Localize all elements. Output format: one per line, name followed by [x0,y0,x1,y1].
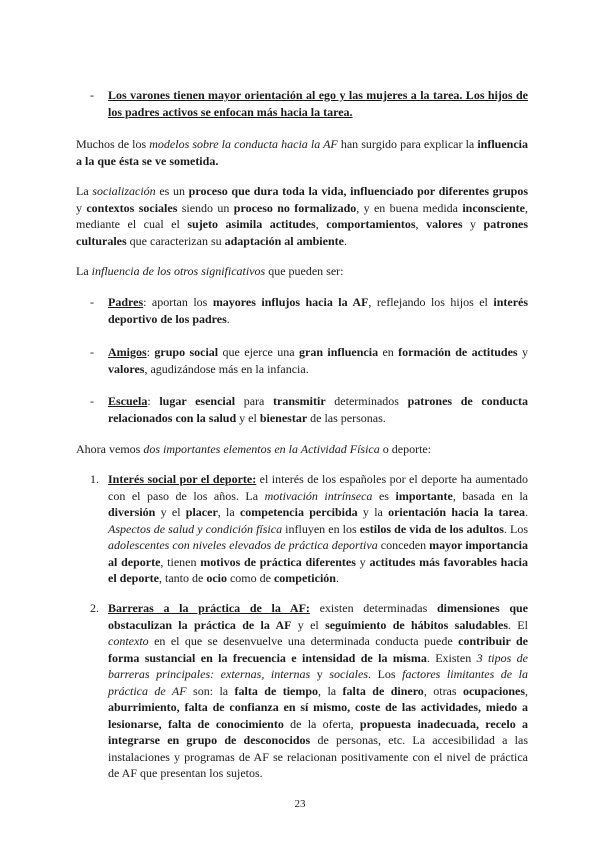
page-number: 23 [294,798,306,810]
bullet-dash: - [90,394,94,408]
text-span: como de [226,571,274,585]
text-span: , agudizándose más en la infancia. [144,361,309,376]
text-span: influyen en los [282,521,360,536]
text-span: de personas, etc. La accesibilidad a las instalaciones y programas de AF se relacionan positivamente con el nivel de práctica de AF que presentan los sujetos. [108,733,529,780]
text-span: formación de actitudes [398,345,518,359]
item-barriers [108,600,528,782]
text-span: en [378,345,399,359]
text-span: Amigos [108,345,147,359]
text-span: y [517,345,528,359]
bullet-dash: - [90,88,94,102]
text-span: patrones culturales [76,217,528,248]
text-span: patrones de conducta relacionados con la salud [108,394,529,425]
item-social-interest [108,471,528,587]
text-span: Aspectos de salud y condición física [108,521,283,536]
text-span: Padres [108,295,144,309]
text-span: Muchos de los [76,137,150,151]
text-span: , otras [423,683,463,698]
text-span: , mediante el cual el [76,200,529,231]
text-span: motivos de práctica diferentes [200,554,356,569]
text-span: en el que se desenvuelve una determinada conducta puede [148,634,459,648]
text-span: que pueden ser: [265,264,344,278]
paragraph-significant-others [76,263,528,280]
text-span: proceso no formalizado [233,200,357,215]
text-span: 3 tipos de barreras principales: externas, internas [108,650,528,681]
text-span: gran influencia [299,345,379,359]
text-span: sociales [329,667,369,681]
text-span: y [462,217,484,231]
text-span: valores [108,361,145,376]
text-span: de las personas. [307,410,386,425]
text-span: que ejerce una [218,345,299,359]
text-span: transmitir [273,394,326,408]
text-span: diversión [108,505,156,519]
paragraph-socialization [76,183,528,249]
text-span: importante [395,488,453,503]
text-span: . Los [503,521,528,536]
text-span: proceso que dura toda la vida, influenciado por diferentes grupos [188,184,529,198]
text-span: Barreras a la práctica de la AF: [108,601,310,615]
text-span: Ahora vemos [76,442,144,456]
paragraph-models [76,136,528,169]
text-span: Escuela [108,394,148,408]
text-span: y la [357,505,389,519]
text-span: para [235,394,274,408]
bullet-parents [108,294,528,327]
text-span: son: la [186,683,235,698]
text-span: , tienen [160,554,201,569]
text-span: , reflejando los hijos el [368,295,494,309]
text-span: socialización [92,184,156,198]
text-span: , la [217,505,240,519]
text-span: dos importantes elementos en la Actividad Física [143,442,380,456]
text-span: : [147,394,160,408]
text-span: adolescentes con niveles elevados de práctica deportiva [108,538,378,552]
text-span: mayores influjos hacia la AF [212,295,369,309]
text-span: seguimiento de hábitos saludables [325,617,508,632]
text-span: comportamientos [326,217,416,231]
text-span: y el [236,410,260,425]
text-span: que caracterizan su [126,233,225,248]
text-span: lugar esencial [159,394,236,408]
text-span: contextos sociales [86,200,178,215]
text-span: . [343,233,347,248]
bullet-school [108,393,528,426]
text-span: falta de tiempo [234,683,319,698]
text-span: interés deportivo de los padres [108,295,529,326]
text-span: falta de dinero [342,683,424,698]
text-span: , [525,683,528,698]
text-span: siendo un [177,200,234,215]
text-span: , tanto de [158,571,207,585]
text-span: . Los [368,667,403,681]
text-span: factores limitantes de la práctica de AF [108,667,529,698]
bullet-dash: - [90,345,94,359]
text-span: . [226,311,230,326]
text-span: orientación hacia la tarea [388,505,525,519]
text-span: competición [273,571,336,585]
text-span: sujeto asimila actitudes [187,217,316,231]
text-span: , basada en la [452,488,529,503]
text-span: o deporte: [379,442,432,456]
text-span: Interés social por el deporte: [108,472,257,486]
text-span: determinados [325,394,408,408]
text-span: grupo social [154,345,219,359]
text-span: . El [508,617,528,632]
list-number: 1. [90,472,99,486]
text-span: , la [318,683,343,698]
bullet-dash: - [90,295,94,309]
text-span: adaptación al ambiente [224,233,344,248]
text-span: Los varones tienen mayor orientación al ego y las mujeres a la tarea. Los hijos de los padres activos se enfocan más hacia la tarea. [108,88,528,119]
bullet-friends [108,344,528,377]
text-span: de la oferta, [283,716,360,731]
text-span: La [76,264,92,278]
text-span: , y en buena medida [356,200,463,215]
text-span: y [310,667,330,681]
text-span: modelos sobre la conducta hacia la AF [149,137,338,151]
text-span: . Existen [426,650,477,665]
text-span: : aportan los [143,295,213,309]
text-span: y el [155,505,186,519]
text-span: mayor importancia al deporte [108,538,529,569]
text-span: estilos de vida de los adultos [359,521,504,536]
text-span: es [372,488,396,503]
bullet-gender-orientation [108,87,528,120]
text-span: existen determinadas [309,601,437,615]
text-span: aburrimiento, falta de confianza en sí mismo, coste de las actividades, miedo a lesionarse, falta de conocimiento [108,700,528,731]
text-span: ocio [206,571,227,585]
text-span: y [76,200,87,215]
text-span: inconsciente [462,200,526,215]
text-span: conceden [377,538,430,552]
text-span: han surgido para explicar la [337,137,478,151]
text-span: el interés de los españoles por el deporte ha aumentado con el paso de los años. La [108,472,528,503]
text-span: influencia a la que ésta se ve sometida. [76,137,529,168]
text-span: motivación intrínseca [264,488,373,503]
text-span: . [335,571,339,585]
text-span: competencia percibida [239,505,358,519]
text-span: es un [155,184,189,198]
text-span: y el [291,617,326,632]
text-span: , [415,217,427,231]
text-span: dimensiones que obstaculizan la práctica de la AF [108,601,528,632]
text-span: contribuir de forma sustancial en la frecuencia e intensidad de la misma [108,634,528,665]
text-span: influencia de los otros significativos [91,264,266,278]
text-span: contexto [108,634,149,648]
paragraph-two-elements [76,441,528,458]
text-span: . [524,505,528,519]
text-span: propuesta inadecuada, recelo a integrarse en grupo de desconocidos [108,716,528,747]
text-span: bienestar [259,410,308,425]
text-span: La [76,184,93,198]
list-number: 2. [90,601,99,615]
text-span: valores [426,217,463,231]
text-span: , [315,217,327,231]
text-span: ocupaciones [462,683,525,698]
text-span: actitudes más favorables hacia el deporte [108,554,529,585]
text-span: placer [185,505,218,519]
text-span: : [146,345,155,359]
text-span: y [355,554,370,569]
